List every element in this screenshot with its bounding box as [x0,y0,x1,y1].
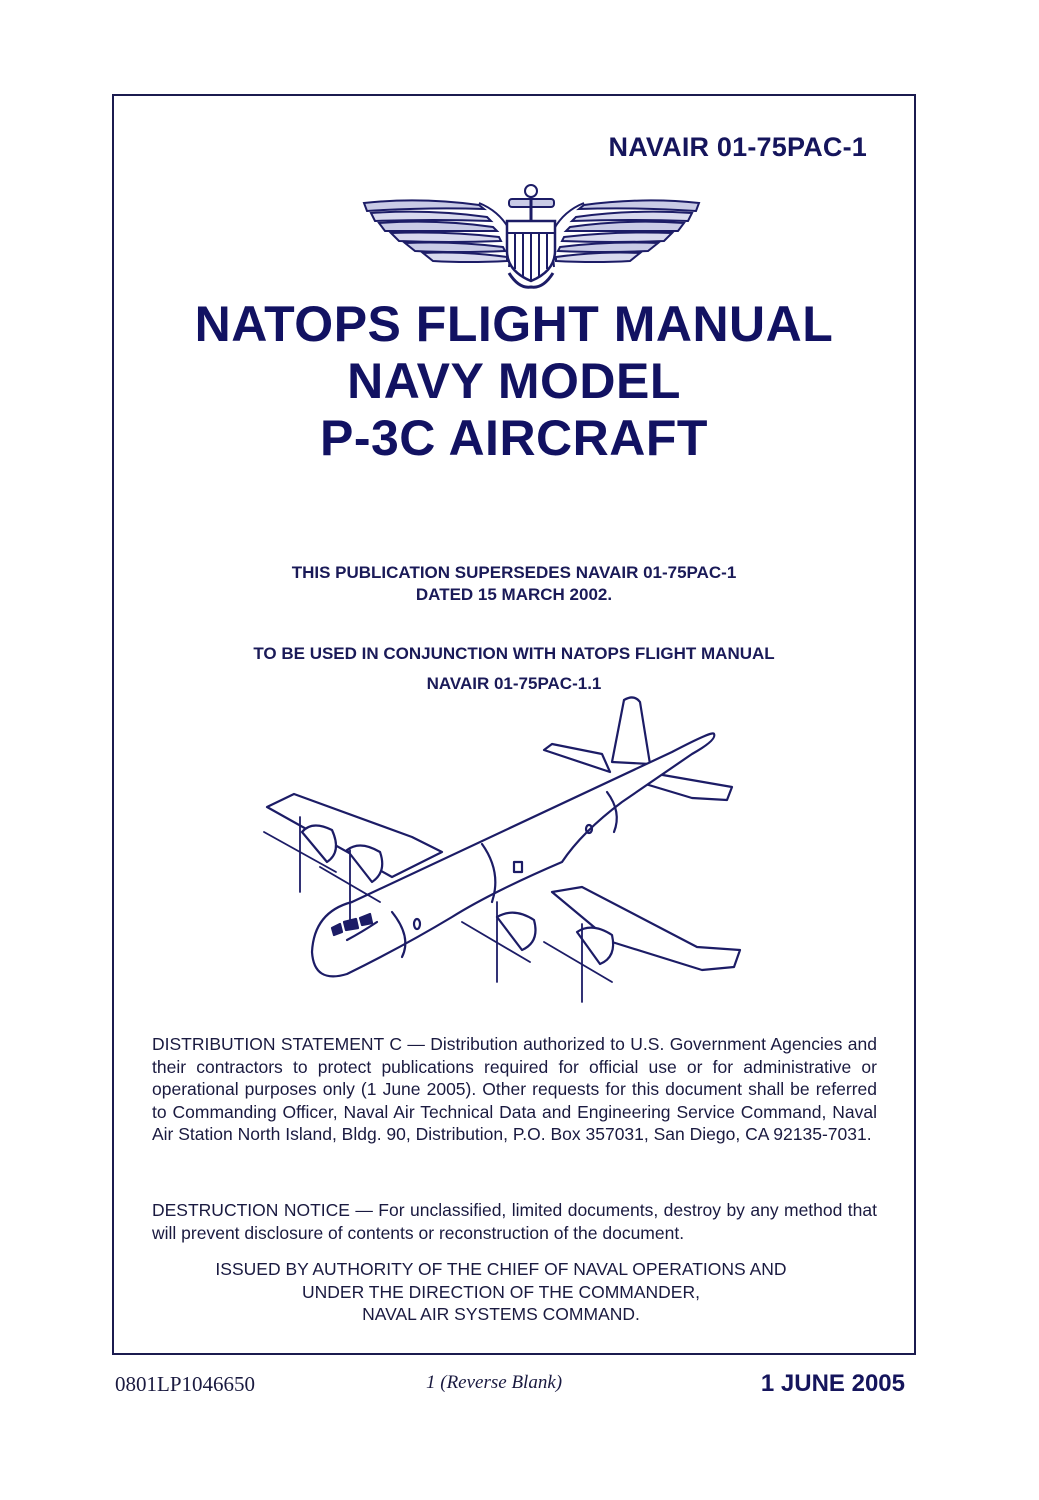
p3c-aircraft-illustration [252,692,772,1012]
issued-line-2: UNDER THE DIRECTION OF THE COMMANDER, [302,1281,700,1302]
control-number: 0801LP1046650 [115,1372,256,1396]
title-line-3: P-3C AIRCRAFT [320,410,708,466]
supersedes-line-2: DATED 15 MARCH 2002. [415,585,613,604]
issued-line-1: ISSUED BY AUTHORITY OF THE CHIEF OF NAVAL OPERATIONS AND [215,1259,787,1279]
title-line-1: NATOPS FLIGHT MANUAL [194,296,834,352]
distribution-statement: DISTRIBUTION STATEMENT C — Distribution authorized to U.S. Government Agencies and their contractors to protect publications required for official use or for administrative or operational purposes only (1 June 2005). Other requests for this document shall be referred to Commanding Officer, Naval Air Technical Data and Engineering Service Command, Naval Air Station North Island, Bldg. 90, Distribution, P.O. Box 357031, San Diego, CA 92135-7031. [152,1034,877,1144]
issuing-authority [114,1258,888,1326]
destruction-notice: DESTRUCTION NOTICE — For unclassified, limited documents, destroy by any method that will prevent disclosure of contents or reconstruction of the document. [152,1200,877,1243]
issued-line-3: NAVAL AIR SYSTEMS COMMAND. [362,1304,640,1324]
conjunction-notice [114,639,914,699]
naval-aviator-wings-icon [359,181,704,291]
title-line-2: NAVY MODEL [347,353,681,409]
document-number: NAVAIR 01-75PAC-1 [608,132,867,162]
conjunction-line-1: TO BE USED IN CONJUNCTION WITH NATOPS FLIGHT MANUAL [253,644,775,663]
supersedes-notice [114,562,914,606]
conjunction-line-2: NAVAIR 01-75PAC-1.1 [426,674,602,693]
manual-title [114,296,914,467]
issue-date: 1 JUNE 2005 [760,1370,905,1397]
page-label: 1 (Reverse Blank) [426,1372,563,1393]
supersedes-line-1: THIS PUBLICATION SUPERSEDES NAVAIR 01-75PAC-1 [291,563,737,582]
cover-frame [112,94,916,1355]
